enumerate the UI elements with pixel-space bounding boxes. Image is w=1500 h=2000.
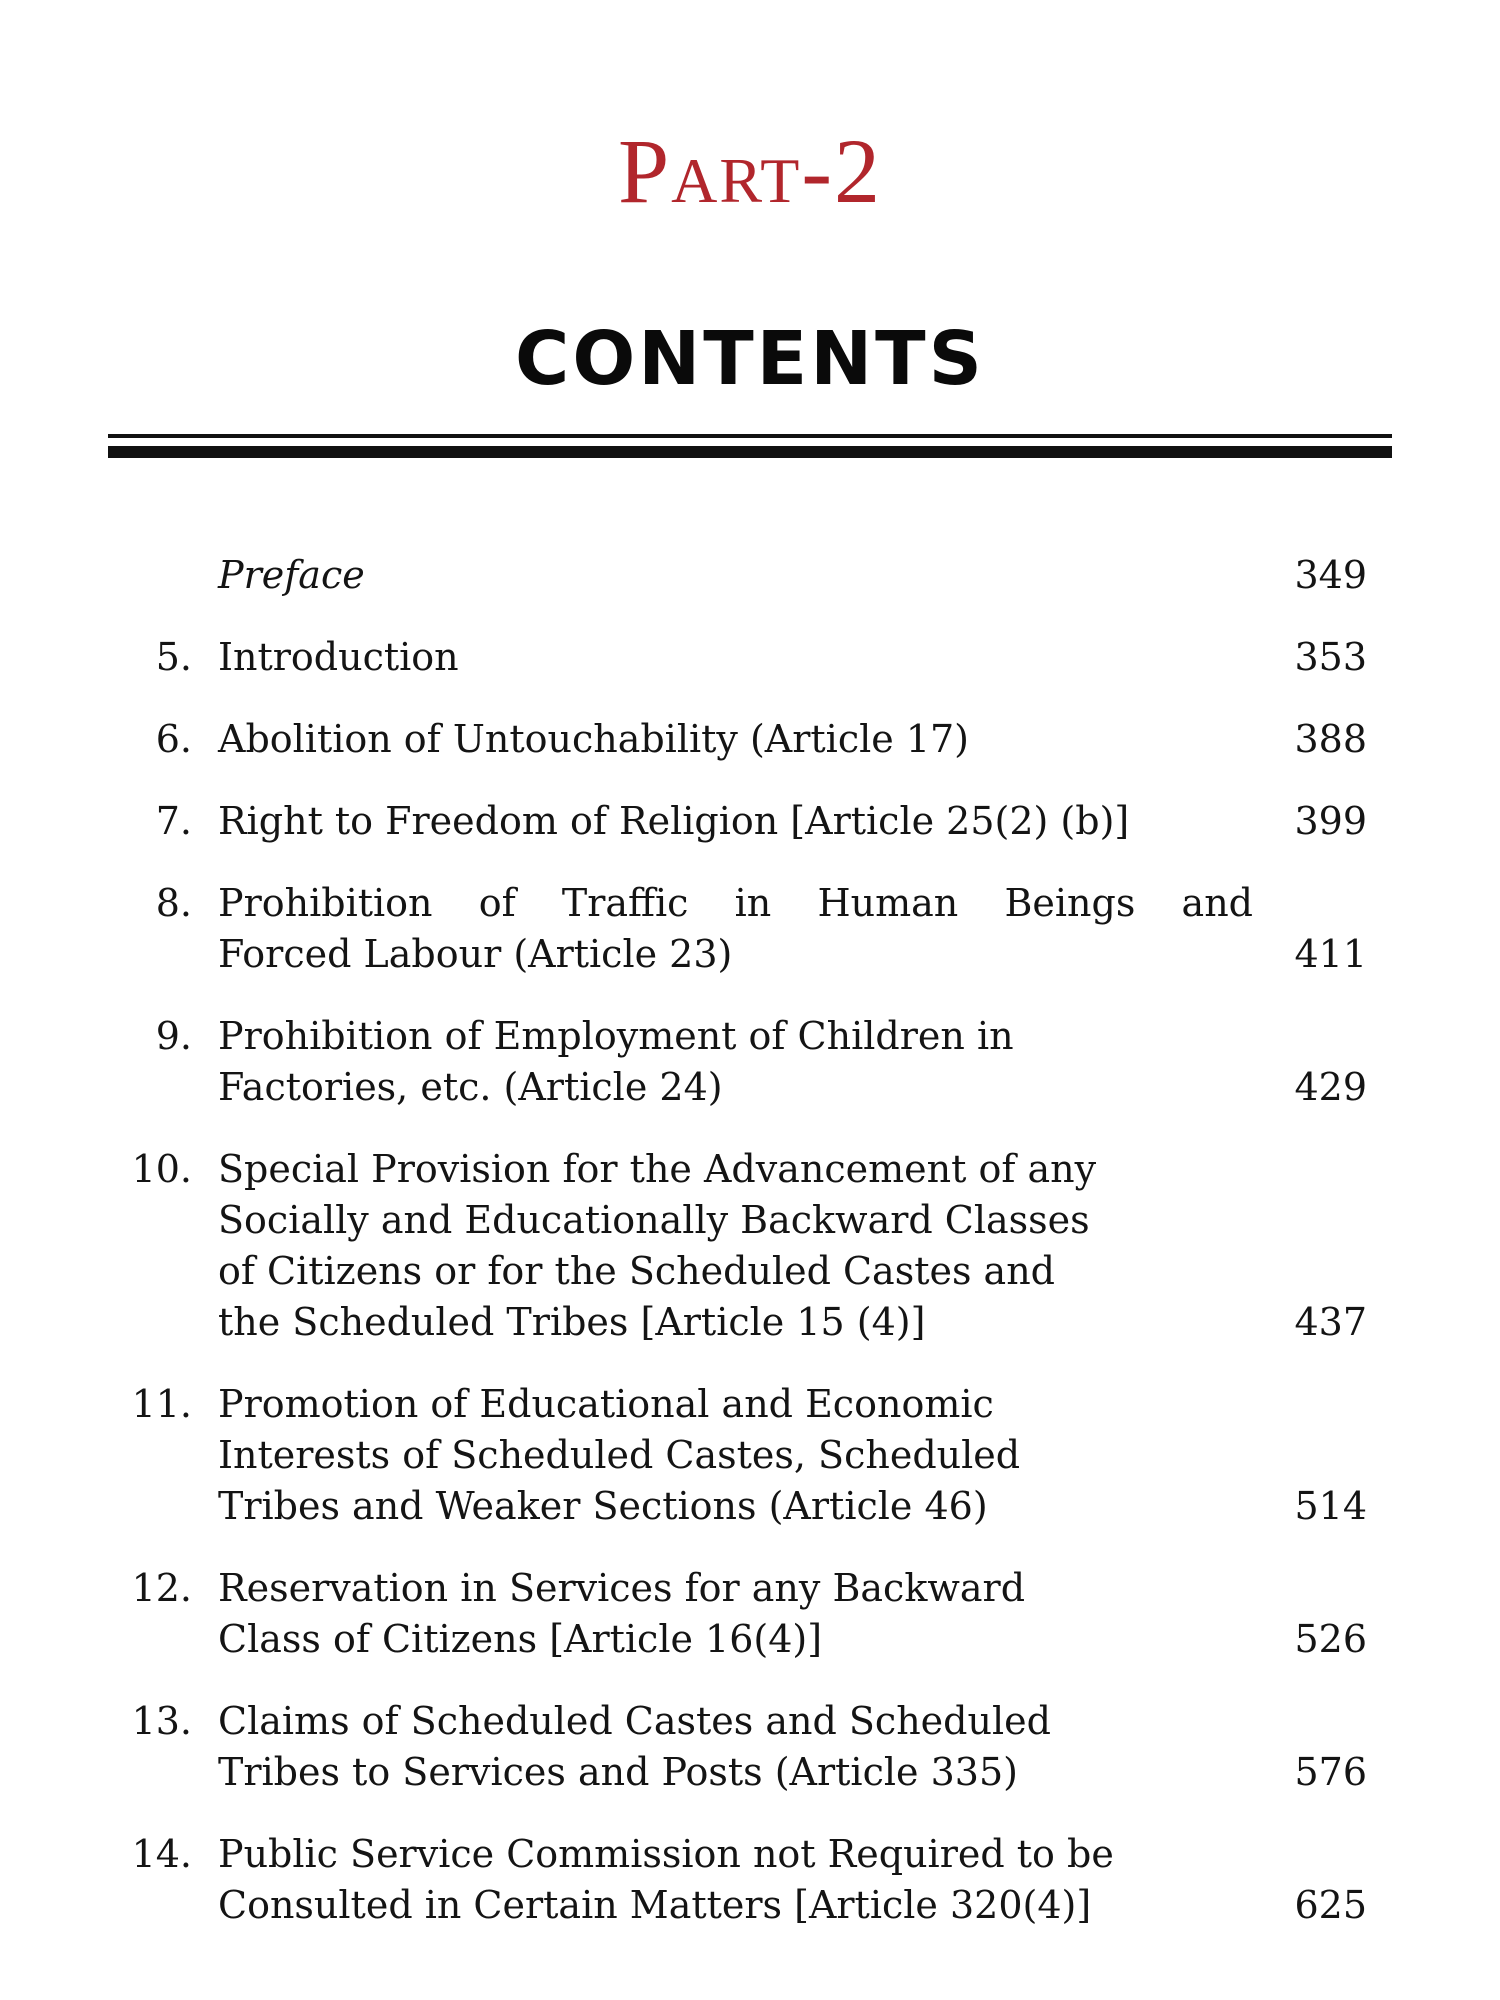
toc-entry-title [218, 714, 1253, 765]
toc-entry-promotion [0, 1379, 1500, 1532]
toc-entry-page: 399 [1294, 799, 1367, 843]
toc-entry-title [218, 632, 1253, 683]
toc-entry-title-line: Preface [218, 553, 365, 597]
toc-entry-title-line: Reservation in Services for any Backward [218, 1566, 1026, 1610]
toc-entry-title-line: of Citizens or for the Scheduled Castes and [218, 1249, 1056, 1293]
toc-entry-children [0, 1011, 1500, 1113]
toc-entry-title-line: Class of Citizens [Article 16(4)] [218, 1617, 823, 1661]
toc-entry-religion [0, 796, 1500, 847]
toc-entry-title-line: Right to Freedom of Religion [Article 25(2) (b)] [218, 799, 1130, 843]
toc-entry-title-line: Socially and Educationally Backward Classes [218, 1198, 1090, 1242]
toc-entry-traffic [0, 878, 1500, 980]
part-heading: Part-2 [618, 120, 882, 222]
toc-entry-title [218, 1379, 1253, 1532]
toc-entry-title-line: Tribes and Weaker Sections (Article 46) [218, 1484, 988, 1528]
toc-entry-page: 353 [1294, 635, 1367, 679]
toc-entry-title [218, 796, 1253, 847]
toc-entry-page: 625 [1294, 1883, 1367, 1927]
toc-entry-title-line: Introduction [218, 635, 459, 679]
toc-entry-title [218, 1011, 1253, 1113]
toc-entry-number: 7. [155, 799, 192, 843]
toc-entry-title-line: Tribes to Services and Posts (Article 335) [218, 1750, 1018, 1794]
toc-entry-title-line: Consulted in Certain Matters [Article 320(4)] [218, 1883, 1092, 1927]
toc-entry-title-line: Prohibition of Traffic in Human Beings and [218, 881, 1253, 925]
toc-entry-page: 576 [1294, 1750, 1367, 1794]
contents-heading: CONTENTS [515, 316, 985, 402]
toc-entry-title-line: Special Provision for the Advancement of any [218, 1147, 1097, 1191]
toc-entry-title-line: the Scheduled Tribes [Article 15 (4)] [218, 1300, 926, 1344]
toc-entry-page: 349 [1294, 553, 1367, 597]
toc-entry-number: 8. [155, 881, 192, 925]
toc-entry-number: 11. [131, 1382, 192, 1426]
table-of-contents [0, 550, 1500, 1962]
toc-entry-number: 14. [131, 1832, 192, 1876]
toc-entry-number: 9. [155, 1014, 192, 1058]
toc-entry-title [218, 1696, 1253, 1798]
toc-entry-preface [0, 550, 1500, 601]
toc-entry-title-line: Factories, etc. (Article 24) [218, 1065, 723, 1109]
toc-entry-page: 388 [1294, 717, 1367, 761]
divider-thin [108, 434, 1392, 438]
toc-entry-number: 6. [155, 717, 192, 761]
divider-thick [108, 446, 1392, 458]
toc-entry-untouchability [0, 714, 1500, 765]
toc-entry-title-line: Forced Labour (Article 23) [218, 932, 733, 976]
toc-entry-page: 526 [1294, 1617, 1367, 1661]
toc-entry-title [218, 550, 1253, 601]
toc-entry-title-line: Abolition of Untouchability (Article 17) [218, 717, 970, 761]
toc-entry-page: 514 [1294, 1484, 1367, 1528]
toc-entry-reservation [0, 1563, 1500, 1665]
toc-entry-title-line: Public Service Commission not Required to be [218, 1832, 1114, 1876]
toc-entry-title-line: Prohibition of Employment of Children in [218, 1014, 1014, 1058]
toc-entry-special-provision [0, 1144, 1500, 1348]
toc-entry-number: 10. [131, 1147, 192, 1191]
toc-entry-page: 411 [1294, 932, 1367, 976]
toc-entry-title-line: Promotion of Educational and Economic [218, 1382, 994, 1426]
toc-entry-number: 5. [155, 635, 192, 679]
toc-entry-title [218, 1563, 1253, 1665]
toc-entry-title [218, 1144, 1253, 1348]
toc-entry-number: 12. [131, 1566, 192, 1610]
toc-entry-introduction [0, 632, 1500, 683]
toc-entry-page: 437 [1294, 1300, 1367, 1344]
toc-entry-public-service [0, 1829, 1500, 1931]
toc-entry-claims [0, 1696, 1500, 1798]
toc-entry-title-line: Claims of Scheduled Castes and Scheduled [218, 1699, 1051, 1743]
toc-entry-title-line: Interests of Scheduled Castes, Scheduled [218, 1433, 1021, 1477]
toc-entry-title [218, 1829, 1253, 1931]
toc-entry-number: 13. [131, 1699, 192, 1743]
toc-entry-title [218, 878, 1253, 980]
toc-entry-page: 429 [1294, 1065, 1367, 1109]
